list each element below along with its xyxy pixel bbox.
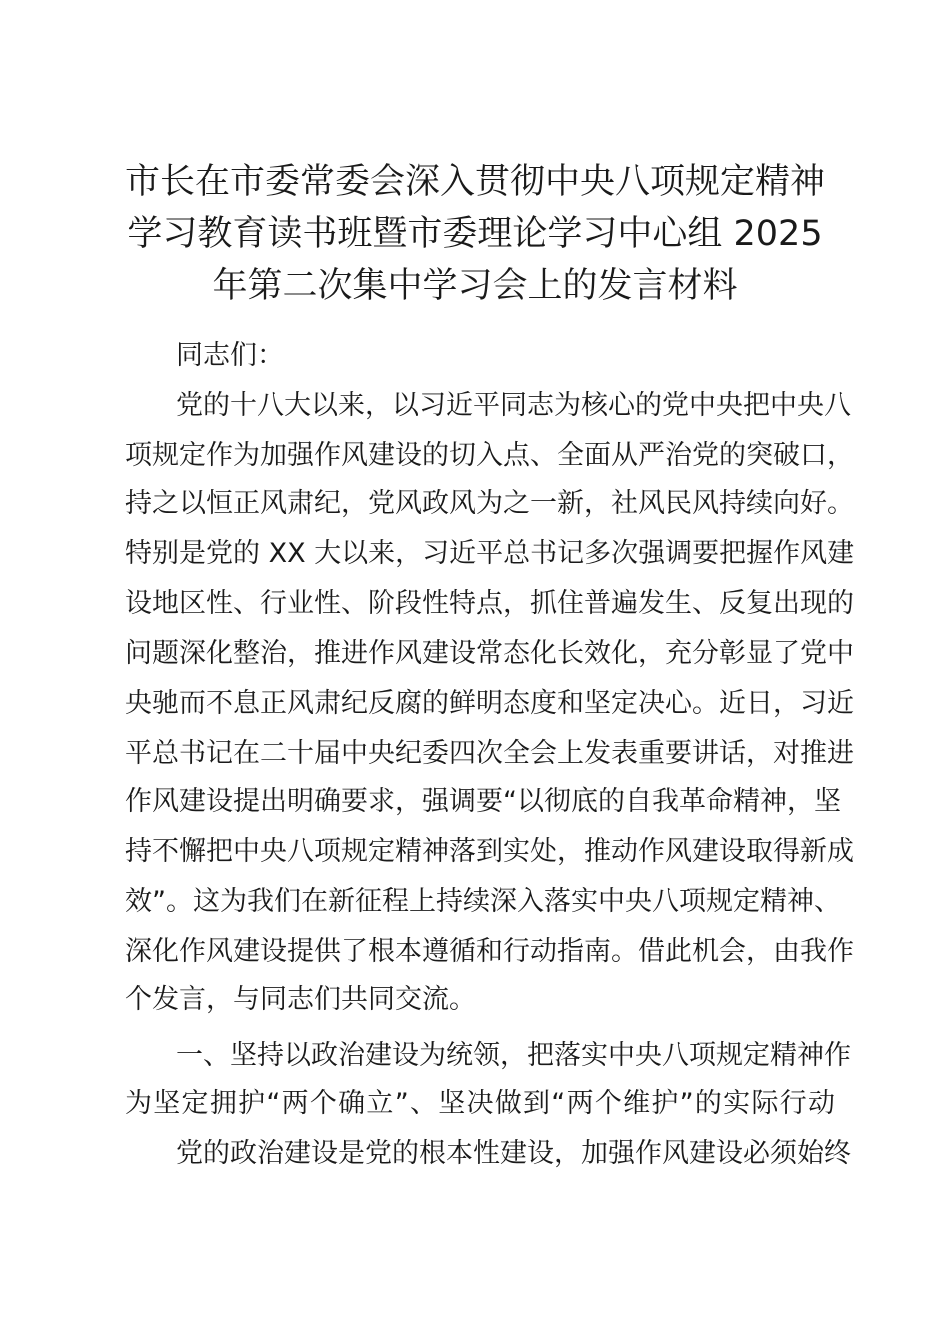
paragraph-1-line: 作风建设提出明确要求，强调要“以彻底的自我革命精神，坚 <box>125 786 841 817</box>
paragraph-1-line: 深化作风建设提供了根本遵循和行动指南。借此机会，由我作 <box>125 936 854 967</box>
salutation: 同志们： <box>176 340 284 371</box>
document-title-line-1: 市长在市委常委会深入贯彻中央八项规定精神 <box>124 162 825 202</box>
paragraph-1-line: 效”。这为我们在新征程上持续深入落实中央八项规定精神、 <box>125 886 841 917</box>
paragraph-1-line: 央驰而不息正风肃纪反腐的鲜明态度和坚定决心。近日，习近 <box>125 688 854 719</box>
section-heading-1-line: 为坚定拥护“两个确立”、坚决做到“两个维护”的实际行动 <box>125 1088 835 1119</box>
document-title-line-3: 年第二次集中学习会上的发言材料 <box>212 266 738 306</box>
paragraph-2-line: 党的政治建设是党的根本性建设，加强作风建设必须始终 <box>176 1138 851 1169</box>
section-heading-1-line: 一、坚持以政治建设为统领，把落实中央八项规定精神作 <box>176 1040 851 1071</box>
paragraph-1-line: 党的十八大以来，以习近平同志为核心的党中央把中央八 <box>176 390 851 421</box>
paragraph-1-line: 持不懈把中央八项规定精神落到实处，推动作风建设取得新成 <box>125 836 854 867</box>
paragraph-1-line: 平总书记在二十届中央纪委四次全会上发表重要讲话，对推进 <box>125 738 854 769</box>
paragraph-1-line: 特别是党的 XX 大以来，习近平总书记多次强调要把握作风建 <box>125 538 855 569</box>
paragraph-1-line: 项规定作为加强作风建设的切入点、全面从严治党的突破口， <box>125 440 854 471</box>
document-title-line-2: 学习教育读书班暨市委理论学习中心组 2025 <box>127 214 823 254</box>
paragraph-1-line: 持之以恒正风肃纪，党风政风为之一新，社风民风持续向好。 <box>125 488 854 519</box>
paragraph-1-line: 问题深化整治，推进作风建设常态化长效化，充分彰显了党中 <box>125 638 854 669</box>
paragraph-1-line: 设地区性、行业性、阶段性特点，抓住普遍发生、反复出现的 <box>125 588 854 619</box>
paragraph-1-line: 个发言，与同志们共同交流。 <box>125 984 476 1015</box>
